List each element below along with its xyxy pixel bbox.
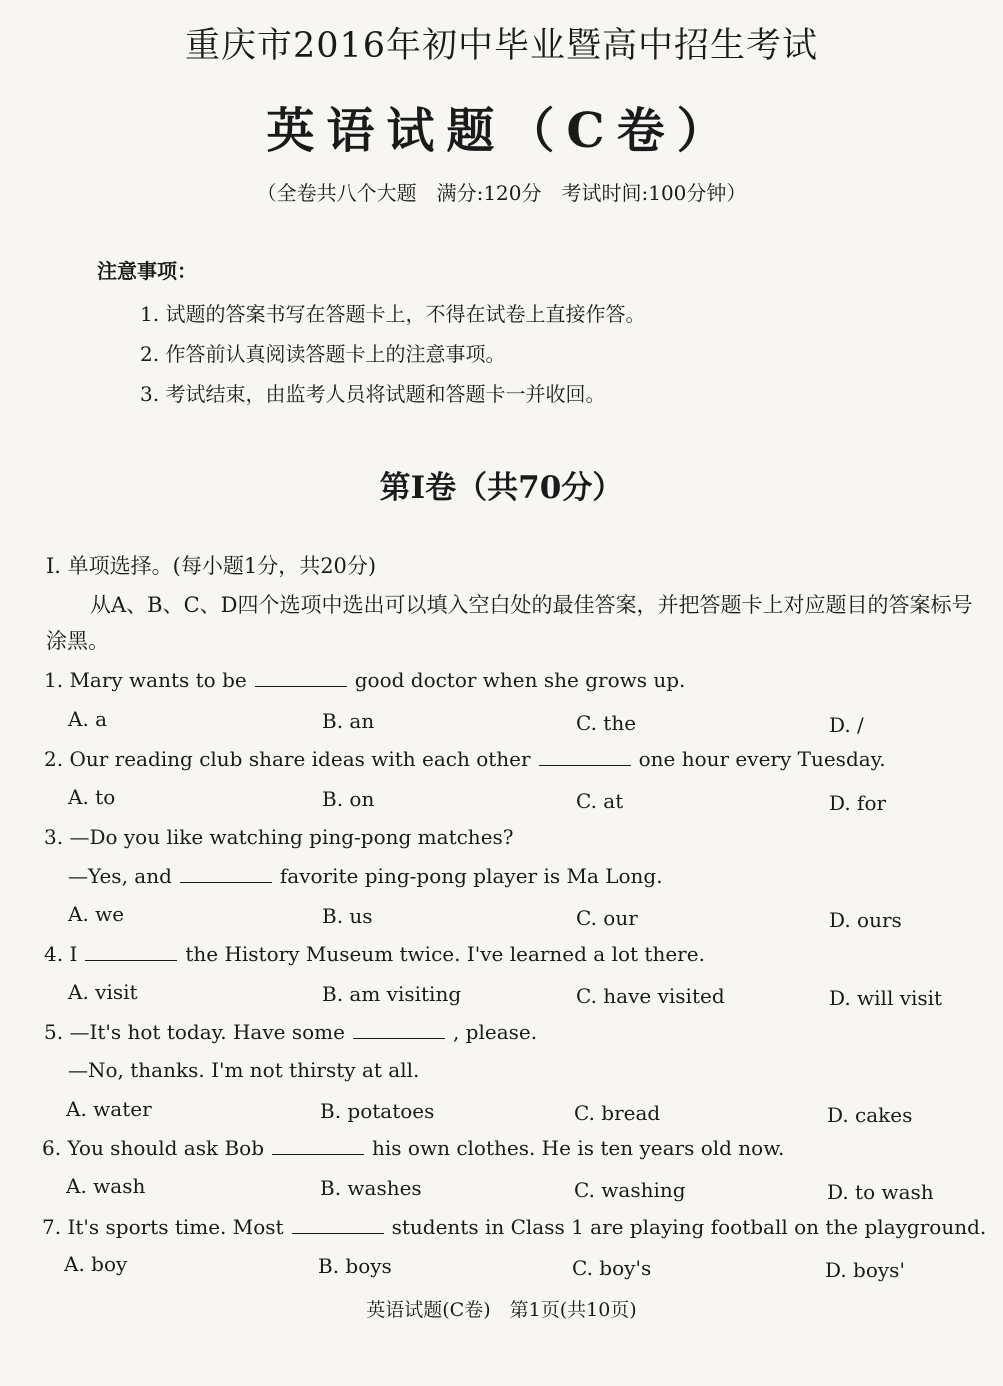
option-a: A. boy [64, 1252, 128, 1276]
question-7 [42, 1215, 986, 1239]
question-2 [44, 747, 886, 771]
question-stem: the History Museum twice. I've learned a lot there. [185, 942, 705, 966]
question-stem: his own clothes. He is ten years old now. [372, 1136, 785, 1160]
option-d: D. / [829, 713, 864, 737]
notice-heading: 注意事项： [97, 259, 197, 283]
answer-blank [292, 1219, 384, 1234]
option-a: A. wash [66, 1174, 146, 1198]
option-b: B. potatoes [320, 1099, 435, 1123]
option-a: A. a [68, 707, 108, 731]
notice-item: 3. 考试结束，由监考人员将试题和答题卡一并收回。 [140, 382, 606, 406]
answer-blank [85, 946, 177, 961]
question-stem: —Yes, and [68, 864, 172, 888]
option-a: A. we [68, 902, 125, 926]
option-c: C. at [576, 789, 624, 813]
notice-item: 1. 试题的答案书写在答题卡上，不得在试卷上直接作答。 [140, 302, 646, 326]
question-stem: good doctor when she grows up. [354, 668, 686, 692]
answer-blank [180, 868, 272, 883]
question-stem: 4. I [44, 942, 78, 966]
option-c: C. bread [574, 1101, 661, 1125]
option-b: B. washes [320, 1176, 422, 1200]
option-c: C. our [576, 906, 638, 930]
option-d: D. boys' [825, 1258, 905, 1282]
answer-blank [272, 1140, 364, 1155]
option-b: B. us [322, 904, 373, 928]
exam-title: 重庆市2016年初中毕业暨高中招生考试 [184, 26, 819, 66]
option-d: D. to wash [827, 1180, 934, 1204]
paper-title: 英语试题（C卷） [266, 103, 737, 159]
question-stem: 1. Mary wants to be [44, 668, 247, 692]
option-b: B. on [322, 787, 375, 811]
question-5-reply: —No, thanks. I'm not thirsty at all. [68, 1058, 420, 1082]
option-b: B. an [322, 709, 375, 733]
question-stem: one hour every Tuesday. [638, 747, 886, 771]
notice-item: 2. 作答前认真阅读答题卡上的注意事项。 [140, 342, 506, 366]
option-d: D. cakes [827, 1103, 913, 1127]
question-stem: 7. It's sports time. Most [42, 1215, 284, 1239]
question-stem: students in Class 1 are playing football on the playground. [391, 1215, 987, 1239]
option-c: C. boy's [572, 1256, 652, 1280]
option-c: C. washing [574, 1178, 686, 1202]
answer-blank [353, 1024, 445, 1039]
option-a: A. to [68, 785, 116, 809]
answer-blank [255, 672, 347, 687]
question-4 [44, 942, 705, 966]
part-instruction: 从A、B、C、D四个选项中选出可以填入空白处的最佳答案，并把答题卡上对应题目的答案标号涂黑。 [46, 593, 973, 653]
option-a: A. water [66, 1097, 152, 1121]
question-6 [42, 1136, 784, 1160]
question-stem: 2. Our reading club share ideas with each other [44, 747, 531, 771]
part-heading: Ⅰ. 单项选择。(每小题1分，共20分) [46, 554, 377, 578]
question-stem: favorite ping-pong player is Ma Long. [279, 864, 663, 888]
option-d: D. ours [829, 908, 902, 932]
option-d: D. will visit [829, 986, 943, 1010]
question-5 [44, 1020, 537, 1044]
option-a: A. visit [68, 980, 138, 1004]
question-1 [44, 668, 685, 692]
question-3: 3. —Do you like watching ping-pong matches? [44, 825, 514, 849]
option-b: B. boys [318, 1254, 392, 1278]
question-stem: 6. You should ask Bob [42, 1136, 265, 1160]
section-title: 第Ⅰ卷（共70分） [379, 470, 624, 506]
option-c: C. have visited [576, 984, 725, 1008]
option-c: C. the [576, 711, 637, 735]
exam-meta: （全卷共八个大题 满分:120分 考试时间:100分钟） [256, 181, 747, 205]
question-stem: 5. —It's hot today. Have some [44, 1020, 345, 1044]
option-b: B. am visiting [322, 982, 462, 1006]
page-footer: 英语试题(C卷) 第1页(共10页) [366, 1299, 637, 1321]
option-d: D. for [829, 791, 887, 815]
answer-blank [539, 751, 631, 766]
question-3-reply [68, 864, 663, 888]
question-stem: , please. [452, 1020, 538, 1044]
